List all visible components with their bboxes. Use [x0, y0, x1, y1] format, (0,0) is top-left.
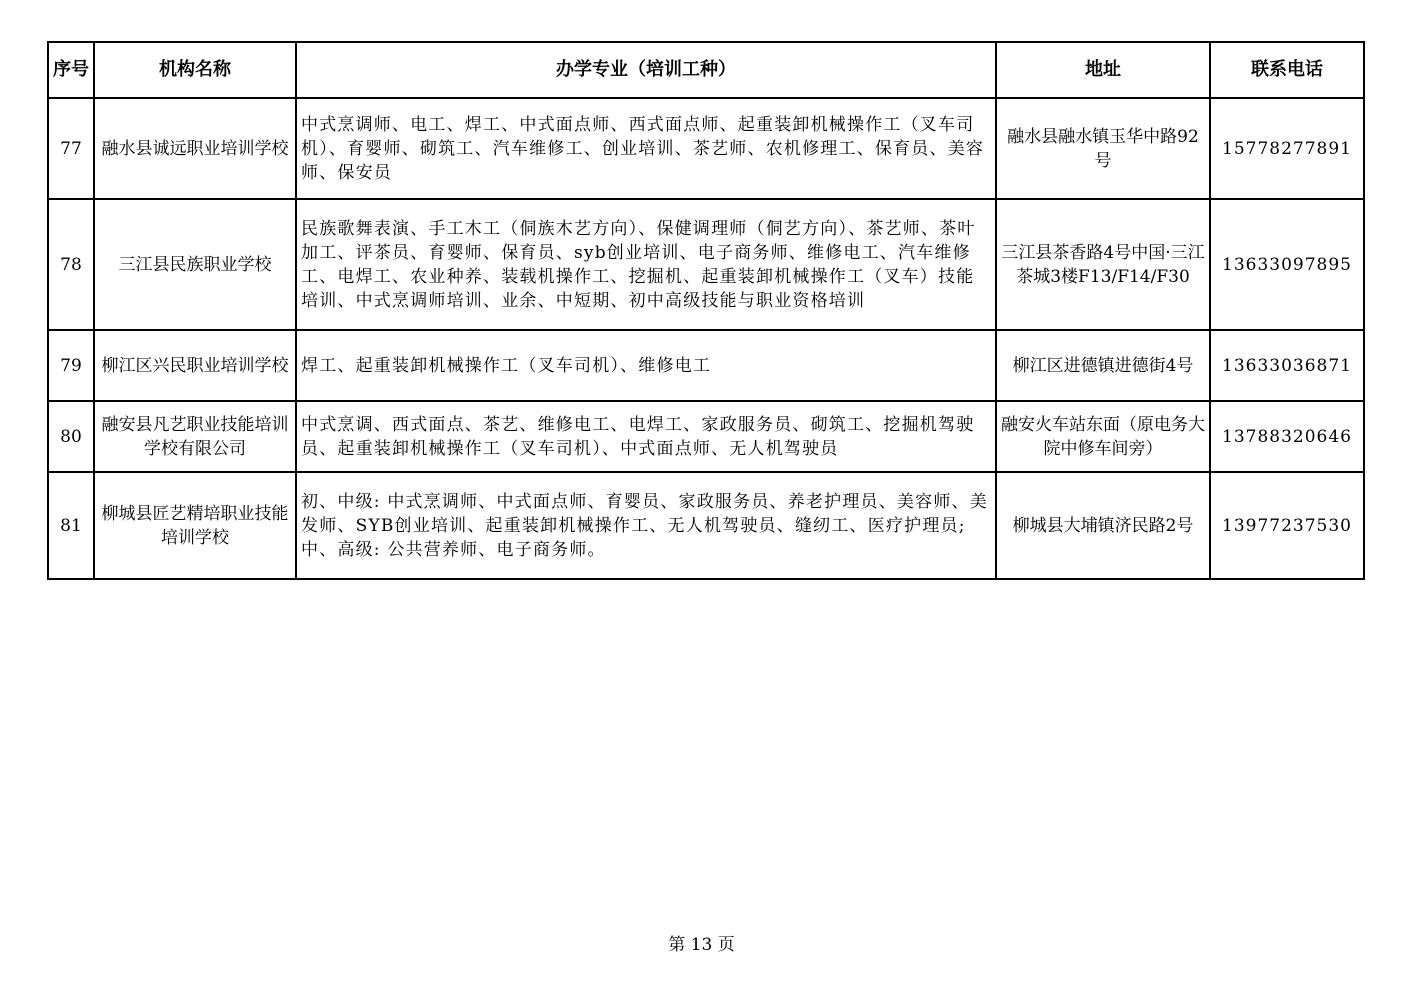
- row-address: 三江县茶香路4号中国·三江茶城3楼F13/F14/F30: [996, 199, 1210, 330]
- table-row: [48, 472, 1364, 579]
- page-number: 第 13 页: [668, 935, 735, 955]
- table-row: [48, 330, 1364, 401]
- row-address: 柳江区进德镇进德街4号: [996, 330, 1210, 401]
- header-no: 序号: [48, 42, 94, 98]
- row-phone: 13633036871: [1210, 330, 1364, 401]
- table-row: [48, 98, 1364, 199]
- row-no: 81: [48, 472, 94, 579]
- row-no: 78: [48, 199, 94, 330]
- row-address: 柳城县大埔镇济民路2号: [996, 472, 1210, 579]
- row-address: 融水县融水镇玉华中路92号: [996, 98, 1210, 199]
- row-address: 融安火车站东面（原电务大院中修车间旁）: [996, 401, 1210, 472]
- header-name: 机构名称: [94, 42, 296, 98]
- row-phone: 13788320646: [1210, 401, 1364, 472]
- row-name: 融安县凡艺职业技能培训学校有限公司: [94, 401, 296, 472]
- row-major: 中式烹调、西式面点、茶艺、维修电工、电焊工、家政服务员、砌筑工、挖掘机驾驶员、起重装卸机械操作工（叉车司机）、中式面点师、无人机驾驶员: [296, 401, 996, 472]
- row-phone: 15778277891: [1210, 98, 1364, 199]
- row-major: 民族歌舞表演、手工木工（侗族木艺方向）、保健调理师（侗艺方向）、茶艺师、茶叶加工、评茶员、育婴师、保育员、syb创业培训、电子商务师、维修电工、汽车维修工、电焊工、农业种养、装载机操作工、挖掘机、起重装卸机械操作工（叉车）技能培训、中式烹调师培训、业余、中短期、初中高级技能与职业资格培训: [296, 199, 996, 330]
- row-major: 焊工、起重装卸机械操作工（叉车司机）、维修电工: [296, 330, 996, 401]
- row-no: 80: [48, 401, 94, 472]
- row-name: 三江县民族职业学校: [94, 199, 296, 330]
- institution-table: [47, 41, 1365, 580]
- header-address: 地址: [996, 42, 1210, 98]
- row-phone: 13977237530: [1210, 472, 1364, 579]
- row-name: 柳江区兴民职业培训学校: [94, 330, 296, 401]
- header-phone: 联系电话: [1210, 42, 1364, 98]
- row-no: 77: [48, 98, 94, 199]
- row-major: 初、中级: 中式烹调师、中式面点师、育婴员、家政服务员、养老护理员、美容师、美发师、SYB创业培训、起重装卸机械操作工、无人机驾驶员、缝纫工、医疗护理员; 中、高级: 公共营养师、电子商务师。: [296, 472, 996, 579]
- table-row: [48, 401, 1364, 472]
- table-header-row: [48, 42, 1364, 98]
- row-no: 79: [48, 330, 94, 401]
- row-name: 融水县诚远职业培训学校: [94, 98, 296, 199]
- header-major: 办学专业（培训工种）: [296, 42, 996, 98]
- row-name: 柳城县匠艺精培职业技能培训学校: [94, 472, 296, 579]
- row-phone: 13633097895: [1210, 199, 1364, 330]
- table-row: [48, 199, 1364, 330]
- row-major: 中式烹调师、电工、焊工、中式面点师、西式面点师、起重装卸机械操作工（叉车司机）、育婴师、砌筑工、汽车维修工、创业培训、茶艺师、农机修理工、保育员、美容师、保安员: [296, 98, 996, 199]
